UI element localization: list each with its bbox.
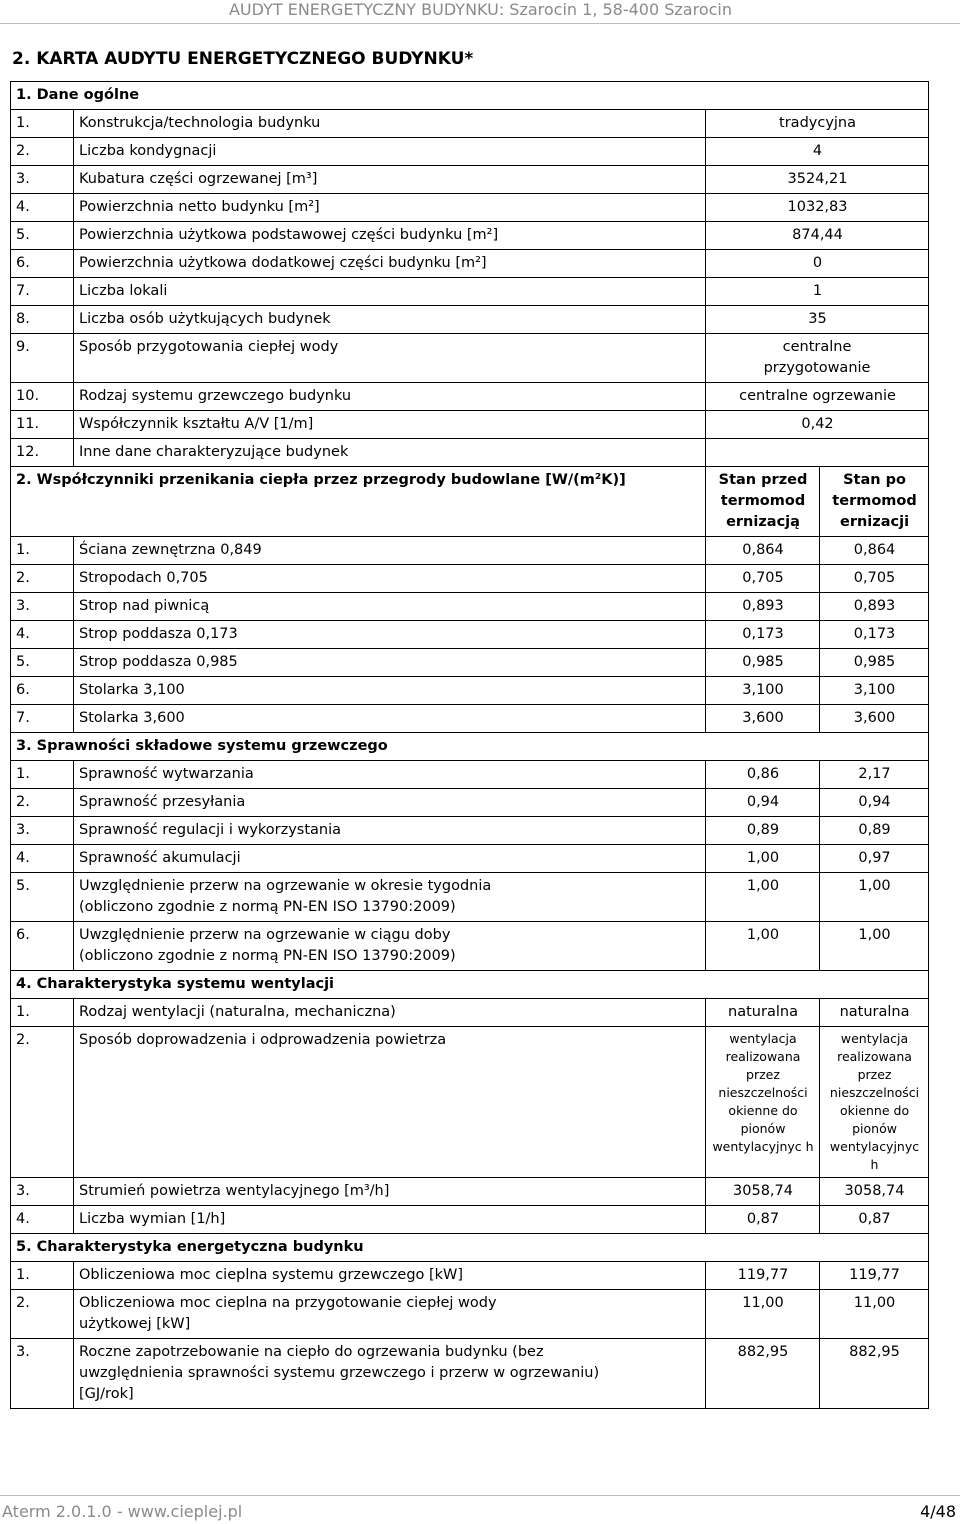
table-row	[11, 439, 929, 467]
row-label: Strop poddasza 0,985	[74, 649, 706, 677]
value-before: 11,00	[706, 1290, 820, 1339]
table-row	[11, 411, 929, 439]
section-header-general	[11, 82, 929, 110]
row-label: Rodzaj wentylacji (naturalna, mechaniczna)	[74, 999, 706, 1027]
value-after: 0,94	[820, 789, 929, 817]
row-label: Liczba wymian [1/h]	[74, 1206, 706, 1234]
value-before: 3058,74	[706, 1178, 820, 1206]
table-row	[11, 306, 929, 334]
row-value: 1	[706, 278, 929, 306]
row-number: 1.	[11, 537, 74, 565]
value-before: 0,985	[706, 649, 820, 677]
value-after: 0,87	[820, 1206, 929, 1234]
row-number: 2.	[11, 789, 74, 817]
table-row	[11, 761, 929, 789]
row-label: Liczba lokali	[74, 278, 706, 306]
row-label: Stropodach 0,705	[74, 565, 706, 593]
row-number: 6.	[11, 677, 74, 705]
value-before: 0,864	[706, 537, 820, 565]
value-before: 119,77	[706, 1262, 820, 1290]
row-number: 2.	[11, 138, 74, 166]
row-number: 2.	[11, 1290, 74, 1339]
row-value: centralne przygotowanie	[706, 334, 929, 383]
table-row	[11, 845, 929, 873]
row-number: 4.	[11, 194, 74, 222]
value-before: 1,00	[706, 922, 820, 971]
value-before: 882,95	[706, 1339, 820, 1409]
section-title: 5. Charakterystyka energetyczna budynku	[11, 1234, 929, 1262]
row-label: Stolarka 3,100	[74, 677, 706, 705]
section-header-energy	[11, 1234, 929, 1262]
page-number: 4/48	[920, 1502, 956, 1521]
value-after: 1,00	[820, 922, 929, 971]
value-after: 3058,74	[820, 1178, 929, 1206]
section-title: 3. Sprawności składowe systemu grzewczego	[11, 733, 929, 761]
row-number: 5.	[11, 222, 74, 250]
row-value: 0	[706, 250, 929, 278]
row-label: Sprawność akumulacji	[74, 845, 706, 873]
value-after: 0,705	[820, 565, 929, 593]
table-row	[11, 110, 929, 138]
value-after: 1,00	[820, 873, 929, 922]
table-row	[11, 789, 929, 817]
row-note: (obliczono zgodnie z normą PN-EN ISO 13790:2009)	[79, 948, 456, 964]
row-number: 3.	[11, 166, 74, 194]
value-after: wentylacja realizowana przez nieszczelności okienne do pionów wentylacyjnyc h	[820, 1027, 929, 1178]
row-label: Strop nad piwnicą	[74, 593, 706, 621]
row-number: 4.	[11, 845, 74, 873]
row-label: Sprawność wytwarzania	[74, 761, 706, 789]
row-number: 3.	[11, 1339, 74, 1409]
table-row	[11, 1262, 929, 1290]
footer-divider	[0, 1495, 960, 1496]
table-row	[11, 922, 929, 971]
value-before: naturalna	[706, 999, 820, 1027]
row-number: 1.	[11, 1262, 74, 1290]
row-value	[706, 439, 929, 467]
value-after: 0,893	[820, 593, 929, 621]
value-after: 119,77	[820, 1262, 929, 1290]
table-row	[11, 222, 929, 250]
row-number: 11.	[11, 411, 74, 439]
value-before: 1,00	[706, 873, 820, 922]
card-title: 2. KARTA AUDYTU ENERGETYCZNEGO BUDYNKU*	[12, 49, 474, 69]
table-row	[11, 1339, 929, 1409]
table-row	[11, 278, 929, 306]
table-row	[11, 649, 929, 677]
row-label-text: Uwzględnienie przerw na ogrzewanie w ciągu doby	[79, 927, 451, 943]
table-row	[11, 537, 929, 565]
table-row	[11, 166, 929, 194]
value-before: 0,89	[706, 817, 820, 845]
value-after: 0,985	[820, 649, 929, 677]
row-label: Sposób doprowadzenia i odprowadzenia powietrza	[74, 1027, 706, 1178]
table-row	[11, 999, 929, 1027]
value-after: 0,864	[820, 537, 929, 565]
row-number: 12.	[11, 439, 74, 467]
row-value: tradycyjna	[706, 110, 929, 138]
row-label: Liczba osób użytkujących budynek	[74, 306, 706, 334]
row-value: 1032,83	[706, 194, 929, 222]
row-number: 2.	[11, 1027, 74, 1178]
row-label: Powierzchnia użytkowa podstawowej części budynku [m²]	[74, 222, 706, 250]
table-row	[11, 383, 929, 411]
value-before: 3,100	[706, 677, 820, 705]
row-label: Stolarka 3,600	[74, 705, 706, 733]
column-header-after: Stan po termomod ernizacji	[820, 467, 929, 537]
value-after: 0,173	[820, 621, 929, 649]
section-header-u-values	[11, 467, 929, 537]
row-label	[74, 922, 706, 971]
row-label: Strumień powietrza wentylacyjnego [m³/h]	[74, 1178, 706, 1206]
table-row	[11, 1178, 929, 1206]
value-before: 0,87	[706, 1206, 820, 1234]
row-label: Sposób przygotowania ciepłej wody	[74, 334, 706, 383]
row-label-text: Uwzględnienie przerw na ogrzewanie w okresie tygodnia	[79, 878, 492, 894]
page-header: AUDYT ENERGETYCZNY BUDYNKU: Szarocin 1, 58-400 Szarocin	[228, 0, 732, 19]
row-value: 0,42	[706, 411, 929, 439]
value-before: 0,94	[706, 789, 820, 817]
table-row	[11, 1206, 929, 1234]
table-row	[11, 593, 929, 621]
table-row	[11, 250, 929, 278]
row-number: 2.	[11, 565, 74, 593]
value-before: 3,600	[706, 705, 820, 733]
row-number: 1.	[11, 110, 74, 138]
table-row	[11, 621, 929, 649]
value-after: naturalna	[820, 999, 929, 1027]
row-number: 10.	[11, 383, 74, 411]
column-header-before: Stan przed termomod ernizacją	[706, 467, 820, 537]
row-label: Strop poddasza 0,173	[74, 621, 706, 649]
row-number: 7.	[11, 278, 74, 306]
value-after: 2,17	[820, 761, 929, 789]
footer-software: Aterm 2.0.1.0 - www.cieplej.pl	[2, 1502, 243, 1521]
row-value: centralne ogrzewanie	[706, 383, 929, 411]
value-before: wentylacja realizowana przez nieszczelności okienne do pionów wentylacyjnyc h	[706, 1027, 820, 1178]
header-divider	[0, 23, 960, 24]
row-label	[74, 873, 706, 922]
table-row	[11, 705, 929, 733]
value-before: 0,86	[706, 761, 820, 789]
table-row	[11, 677, 929, 705]
row-number: 1.	[11, 999, 74, 1027]
row-number: 1.	[11, 761, 74, 789]
section-header-ventilation	[11, 971, 929, 999]
value-before: 0,893	[706, 593, 820, 621]
value-before: 0,173	[706, 621, 820, 649]
row-number: 7.	[11, 705, 74, 733]
row-label: Sprawność przesyłania	[74, 789, 706, 817]
audit-card-table	[10, 81, 929, 1409]
row-label: Współczynnik kształtu A/V [1/m]	[74, 411, 706, 439]
row-label: Obliczeniowa moc cieplna systemu grzewczego [kW]	[74, 1262, 706, 1290]
row-number: 3.	[11, 817, 74, 845]
table-row	[11, 873, 929, 922]
table-row	[11, 565, 929, 593]
row-label: Kubatura części ogrzewanej [m³]	[74, 166, 706, 194]
row-number: 9.	[11, 334, 74, 383]
row-number: 8.	[11, 306, 74, 334]
table-row	[11, 138, 929, 166]
row-number: 5.	[11, 649, 74, 677]
row-label: Rodzaj systemu grzewczego budynku	[74, 383, 706, 411]
table-row	[11, 817, 929, 845]
section-title: 1. Dane ogólne	[11, 82, 929, 110]
table-row	[11, 1027, 929, 1178]
table-row	[11, 1290, 929, 1339]
row-label: Sprawność regulacji i wykorzystania	[74, 817, 706, 845]
row-label: Roczne zapotrzebowanie na ciepło do ogrzewania budynku (bez uwzględnienia sprawności systemu grzewczego i przerw w ogrzewaniu) [GJ/rok]	[74, 1339, 706, 1409]
value-before: 1,00	[706, 845, 820, 873]
value-before: 0,705	[706, 565, 820, 593]
row-label: Liczba kondygnacji	[74, 138, 706, 166]
row-number: 6.	[11, 922, 74, 971]
value-after: 0,89	[820, 817, 929, 845]
row-number: 3.	[11, 1178, 74, 1206]
value-after: 11,00	[820, 1290, 929, 1339]
row-label: Ściana zewnętrzna 0,849	[74, 537, 706, 565]
section-header-efficiency	[11, 733, 929, 761]
section-title: 4. Charakterystyka systemu wentylacji	[11, 971, 929, 999]
row-number: 5.	[11, 873, 74, 922]
row-label: Konstrukcja/technologia budynku	[74, 110, 706, 138]
row-number: 4.	[11, 1206, 74, 1234]
row-number: 6.	[11, 250, 74, 278]
row-number: 3.	[11, 593, 74, 621]
row-note: (obliczono zgodnie z normą PN-EN ISO 13790:2009)	[79, 899, 456, 915]
row-number: 4.	[11, 621, 74, 649]
row-label: Powierzchnia użytkowa dodatkowej części budynku [m²]	[74, 250, 706, 278]
table-row	[11, 194, 929, 222]
row-value: 4	[706, 138, 929, 166]
row-label: Obliczeniowa moc cieplna na przygotowanie ciepłej wody użytkowej [kW]	[74, 1290, 706, 1339]
row-value: 3524,21	[706, 166, 929, 194]
section-title: 2. Współczynniki przenikania ciepła przez przegrody budowlane [W/(m²K)]	[11, 467, 706, 537]
value-after: 3,600	[820, 705, 929, 733]
row-value: 35	[706, 306, 929, 334]
row-label: Inne dane charakteryzujące budynek	[74, 439, 706, 467]
value-after: 882,95	[820, 1339, 929, 1409]
row-label: Powierzchnia netto budynku [m²]	[74, 194, 706, 222]
row-value: 874,44	[706, 222, 929, 250]
value-after: 0,97	[820, 845, 929, 873]
value-after: 3,100	[820, 677, 929, 705]
table-row	[11, 334, 929, 383]
